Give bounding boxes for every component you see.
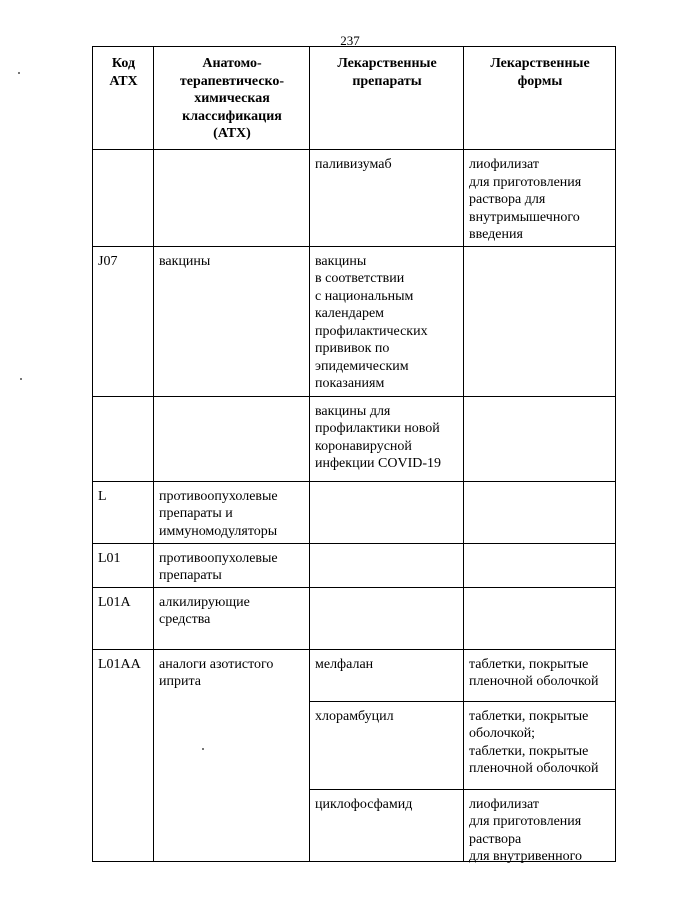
atx-drug-table [92,46,616,862]
cell-code: L01A [93,587,154,649]
cell-code: L [93,481,154,543]
header-drugs: Лекарственные препараты [310,47,464,150]
scan-speck [18,72,20,74]
cell-drug: паливизумаб [310,150,464,247]
cell-code: J07 [93,246,154,396]
header-atx-classification: Анатомо- терапевтическо- химическая классификация (АТХ) [154,47,310,150]
table-row [93,396,616,481]
cell-atx: вакцины [154,246,310,396]
cell-form: лиофилизат для приготовления раствора для внутримышечного введения [464,150,616,247]
cell-form-text: лиофилизат для приготовления раствора для внутривенного [469,796,583,864]
scan-speck [202,748,204,750]
cell-code [93,396,154,481]
cell-form [464,543,616,587]
cell-drug: циклофосфамид [310,789,464,861]
table-row [93,649,616,701]
scan-speck [20,378,22,380]
cell-form [464,246,616,396]
cell-form [464,396,616,481]
table-row [93,587,616,649]
cell-code: L01 [93,543,154,587]
table-row [93,481,616,543]
cell-form [464,789,616,864]
header-code: Код АТХ [93,47,154,150]
cell-form [464,587,616,649]
cell-drug [310,543,464,587]
cell-atx: аналоги азотистого иприта [154,649,310,861]
cell-code: L01AA [93,649,154,861]
cell-drug [310,481,464,543]
cell-drug: вакцины в соответствии с национальным календарем профилактических прививок по эпидемическим показаниям [310,246,464,396]
cell-form: таблетки, покрытые оболочкой; таблетки, покрытые пленочной оболочкой [464,701,616,789]
header-dosage-forms: Лекарственные формы [464,47,616,150]
cell-drug: хлорамбуцил [310,701,464,789]
cell-atx [154,150,310,247]
table-row [93,246,616,396]
cell-drug [310,587,464,649]
table-row [93,543,616,587]
cell-code [93,150,154,247]
cell-atx: противоопухолевые препараты [154,543,310,587]
cell-atx: противоопухолевые препараты и иммуномодуляторы [154,481,310,543]
cell-drug: мелфалан [310,649,464,701]
cell-atx [154,396,310,481]
cell-drug: вакцины для профилактики новой коронавирусной инфекции COVID-19 [310,396,464,481]
table-row [93,150,616,247]
cell-atx: алкилирующие средства [154,587,310,649]
cell-form: таблетки, покрытые пленочной оболочкой [464,649,616,701]
cell-form [464,481,616,543]
page-number: 237 [340,33,360,48]
table-header-row [93,47,616,150]
